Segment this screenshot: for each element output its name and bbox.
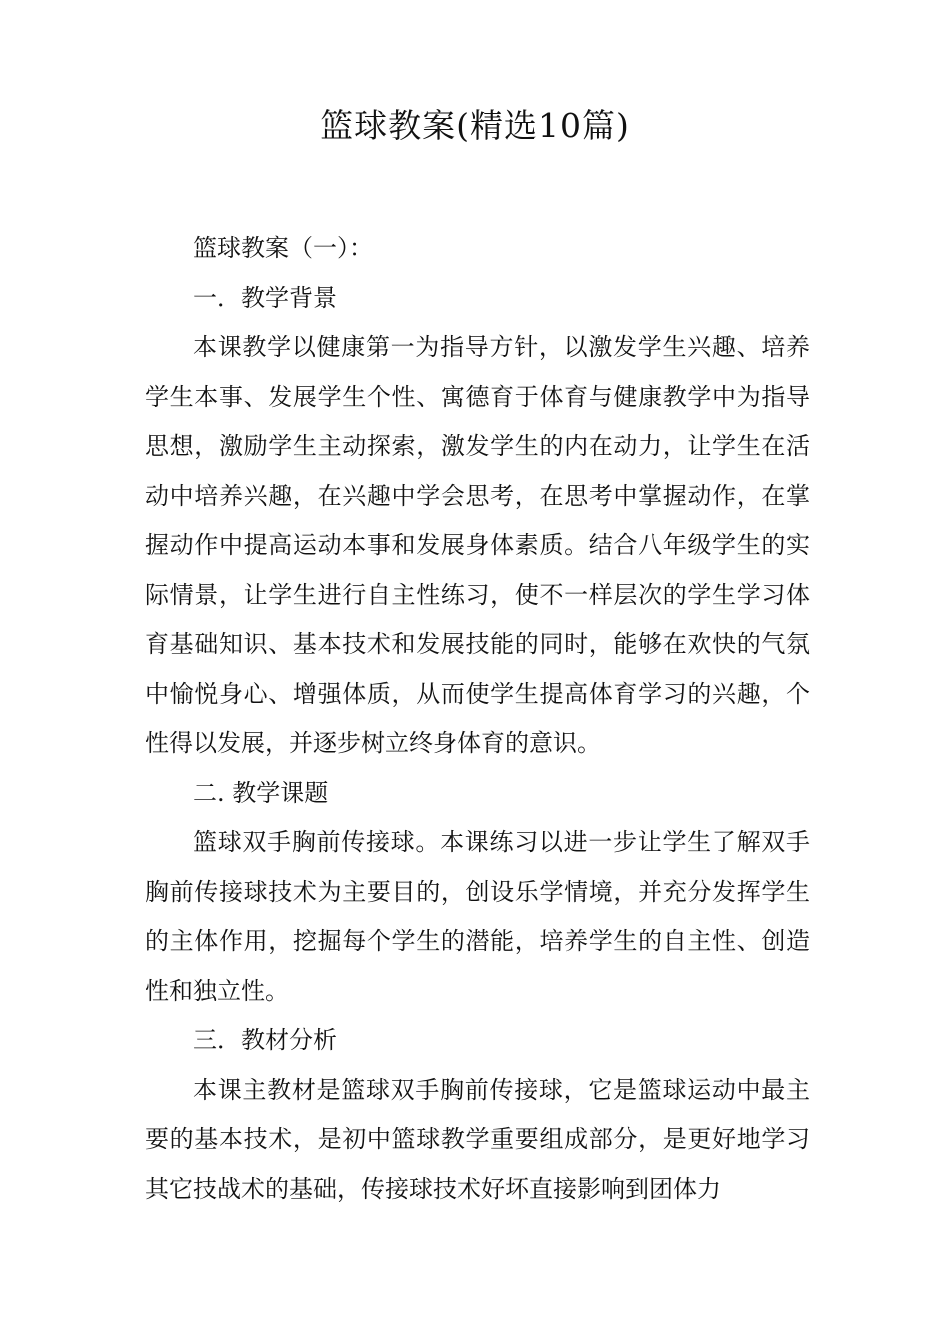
section-label: 篮球教案（一）： bbox=[193, 234, 373, 262]
paragraph-teaching-topic: 篮球双手胸前传接球。本课练习以进一步让学生了解双手胸前传接球技术为主要目的，创设乐学情境，并充分发挥学生的主体作用，挖掘每个学生的潜能，培养学生的自主性、创造性和独立性。 bbox=[145, 828, 810, 1005]
document-body bbox=[145, 224, 810, 1214]
paragraph-teaching-background: 本课教学以健康第一为指导方针，以激发学生兴趣、培养学生本事、发展学生个性、寓德育于体育与健康教学中为指导思想，激励学生主动探索，激发学生的内在动力，让学生在活动中培养兴趣，在兴趣中学会思考，在思考中掌握动作，在掌握动作中提高运动本事和发展身体素质。结合八年级学生的实际情景，让学生进行自主性练习，使不一样层次的学生学习体育基础知识、基本技术和发展技能的同时，能够在欢快的气氛中愉悦身心、增强体质，从而使学生提高体育学习的兴趣，个性得以发展，并逐步树立终身体育的意识。 bbox=[145, 333, 810, 757]
heading-teaching-topic: 二. 教学课题 bbox=[193, 778, 329, 807]
paragraph-material-analysis: 本课主教材是篮球双手胸前传接球，它是篮球运动中最主要的基本技术，是初中篮球教学重要组成部分，是更好地学习其它技战术的基础，传接球技术好坏直接影响到团体力 bbox=[145, 1075, 810, 1203]
heading-material-analysis: 三．教材分析 bbox=[193, 1026, 337, 1054]
heading-teaching-background: 一．教学背景 bbox=[193, 283, 337, 312]
document-title: 篮球教案(精选10篇) bbox=[320, 106, 630, 145]
